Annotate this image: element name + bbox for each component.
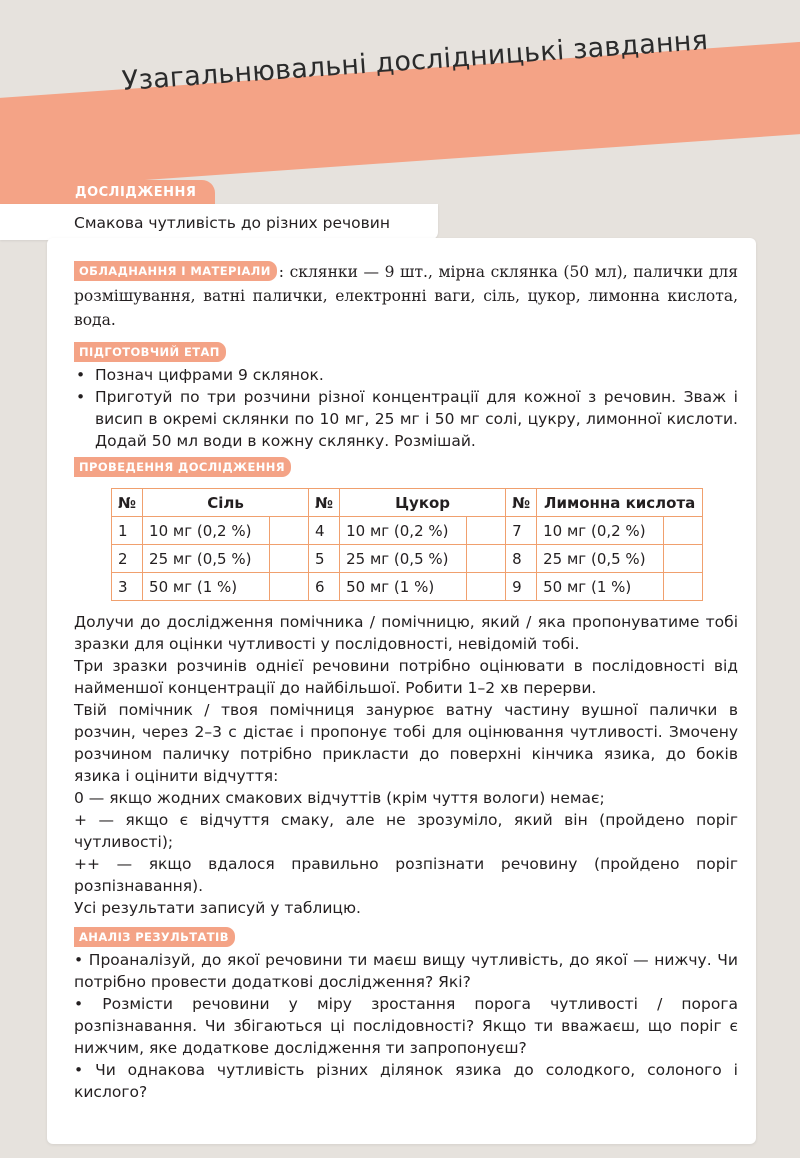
result-cell[interactable]: [467, 573, 506, 601]
prep-item: • Познач цифрами 9 склянок.: [74, 364, 738, 386]
result-cell[interactable]: [467, 545, 506, 573]
table-cell: 3: [112, 573, 143, 601]
prep-badge: ПІДГОТОВЧИЙ ЕТАП: [74, 342, 226, 362]
prep-list: [74, 364, 738, 452]
equipment-badge: ОБЛАДНАННЯ І МАТЕРІАЛИ: [74, 261, 277, 281]
table-cell: 10 мг (0,2 %): [340, 517, 467, 545]
analysis-item: • Розмісти речовини у міру зростання порога чутливості / порога розпізнавання. Чи збігаються ці послідовності? Якщо ти вважаєш, що поріг є нижчим, яке додаткове дослідження ти запропонуєш?: [74, 995, 738, 1057]
result-cell[interactable]: [270, 545, 309, 573]
procedure-paragraph: ++ — якщо вдалося правильно розпізнати речовину (пройдено поріг розпізнавання).: [74, 855, 738, 895]
table-cell: 10 мг (0,2 %): [143, 517, 270, 545]
subtitle-box: [0, 204, 438, 240]
result-cell[interactable]: [270, 573, 309, 601]
equipment-block: [74, 260, 738, 332]
equipment-text: : склянки — 9 шт., мірна склянка (50 мл), палички для розмішування, ватні палички, електронні ваги, сіль, цукор, лимонна кислота, вода.: [74, 263, 738, 329]
result-cell[interactable]: [270, 517, 309, 545]
procedure-paragraph: Твій помічник / твоя помічниця занурює ватну частину вушної палички в розчин, через 2–3 с дістає і пропонує тобі для оцінювання чутливості. Змочену розчином паличку потрібно прикласти до поверхні кінчика язика, до боків язика і оцінити відчуття:: [74, 701, 738, 785]
table-header-row: [112, 489, 703, 517]
table-cell: 4: [309, 517, 340, 545]
subtitle: Смакова чутливість до різних речовин: [74, 214, 390, 232]
procedure-text: [74, 611, 738, 919]
result-cell[interactable]: [664, 517, 703, 545]
table-header: Цукор: [340, 489, 506, 517]
table-cell: 8: [506, 545, 537, 573]
section-tag-label: ДОСЛІДЖЕННЯ: [75, 185, 197, 200]
analysis-item: • Чи однакова чутливість різних ділянок язика до солодкого, солоного і кислого?: [74, 1061, 738, 1101]
result-cell[interactable]: [664, 573, 703, 601]
table-header: Лимонна кислота: [537, 489, 703, 517]
procedure-badge: ПРОВЕДЕННЯ ДОСЛІДЖЕННЯ: [74, 457, 291, 477]
result-cell[interactable]: [467, 517, 506, 545]
table-cell: 7: [506, 517, 537, 545]
table-cell: 10 мг (0,2 %): [537, 517, 664, 545]
table-header: №: [309, 489, 340, 517]
table-cell: 50 мг (1 %): [537, 573, 664, 601]
table-cell: 50 мг (1 %): [340, 573, 467, 601]
analysis-badge: АНАЛІЗ РЕЗУЛЬТАТІВ: [74, 927, 235, 947]
table-cell: 9: [506, 573, 537, 601]
table-header: Сіль: [143, 489, 309, 517]
table-header: №: [112, 489, 143, 517]
analysis-item: • Проаналізуй, до якої речовини ти маєш вищу чутливість, до якої — нижчу. Чи потрібно провести додаткові дослідження? Які?: [74, 951, 738, 991]
table-header: №: [506, 489, 537, 517]
prep-item: • Приготуй по три розчини різної концентрації для кожної з речовин. Зваж і висип в окремі склянки по 10 мг, 25 мг і 50 мг солі, цукру, лимонної кислоти. Додай 50 мл води в кожну склянку. Розмішай.: [74, 386, 738, 452]
table-cell: 5: [309, 545, 340, 573]
table-cell: 50 мг (1 %): [143, 573, 270, 601]
table-cell: 1: [112, 517, 143, 545]
table-row: [112, 573, 703, 601]
content: [74, 260, 738, 1103]
table-row: [112, 545, 703, 573]
procedure-paragraph: Три зразки розчинів однієї речовини потрібно оцінювати в послідовності від найменшої концентрації до найбільшої. Робити 1–2 хв перерви.: [74, 657, 738, 697]
analysis-list: [74, 949, 738, 1103]
procedure-paragraph: 0 — якщо жодних смакових відчуттів (крім чуття вологи) немає;: [74, 789, 605, 807]
table-cell: 25 мг (0,5 %): [537, 545, 664, 573]
concentration-table: [111, 488, 703, 601]
table-row: [112, 517, 703, 545]
table-cell: 25 мг (0,5 %): [340, 545, 467, 573]
result-cell[interactable]: [664, 545, 703, 573]
table-cell: 2: [112, 545, 143, 573]
procedure-paragraph: + — якщо є відчуття смаку, але не зрозуміло, який він (пройдено поріг чутливості);: [74, 811, 738, 851]
table-cell: 25 мг (0,5 %): [143, 545, 270, 573]
page-title: Узагальнювальні дослідницькі завдання: [120, 25, 709, 97]
table-cell: 6: [309, 573, 340, 601]
procedure-paragraph: Усі результати записуй у таблицю.: [74, 899, 361, 917]
content-card: [47, 238, 756, 1144]
section-tag: [0, 180, 215, 206]
procedure-paragraph: Долучи до дослідження помічника / помічницю, який / яка пропонуватиме тобі зразки для оцінки чутливості у послідовності, невідомій тобі.: [74, 613, 738, 653]
